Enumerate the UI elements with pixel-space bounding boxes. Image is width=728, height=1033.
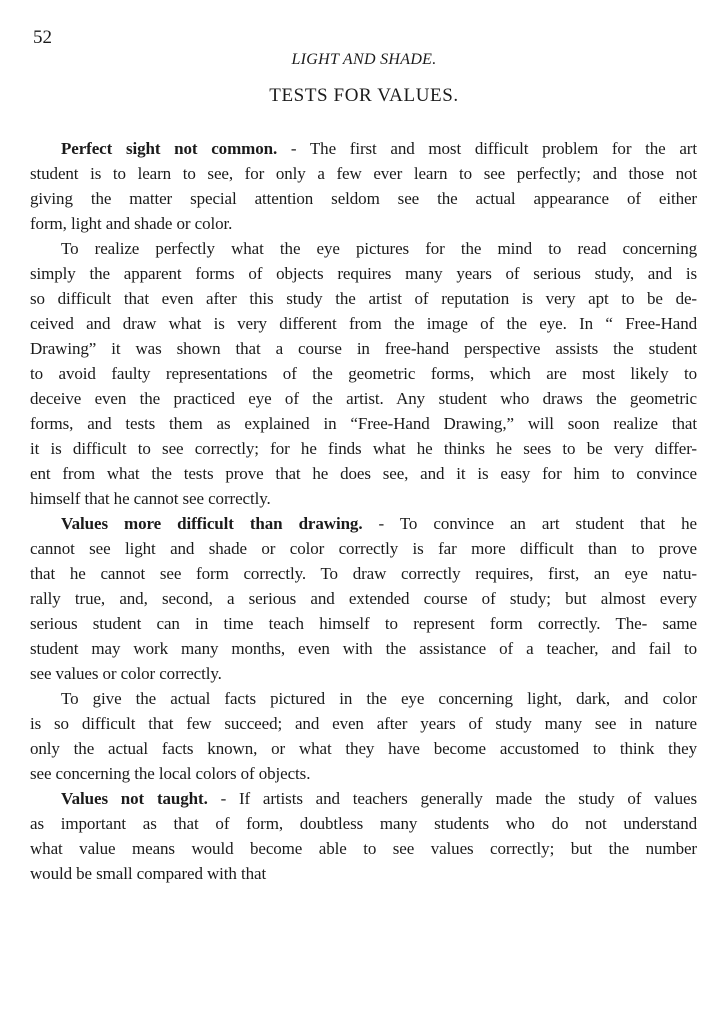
text-line: simply the apparent forms of objects requires many years of serious study, and is [30, 264, 697, 283]
paragraph-lead: Values more difficult than drawing. [61, 514, 363, 533]
paragraph [30, 136, 697, 236]
paragraph [30, 511, 697, 686]
text-line: forms, and tests them as explained in “Free-Hand Drawing,” will soon realize that [30, 414, 697, 433]
text-line: as important as that of form, doubtless many students who do not understand [30, 814, 697, 833]
body-text [30, 136, 697, 886]
text-line: ceived and draw what is very different from the image of the eye. In “ Free-Hand [30, 314, 697, 333]
paragraph-lead: Values not taught. [61, 789, 208, 808]
text-line: see values or color correctly. [30, 664, 222, 683]
text-line: would be small compared with that [30, 864, 267, 883]
text-line: what value means would become able to see values correctly; but the number [30, 839, 697, 858]
text-line: only the actual facts known, or what they have become accustomed to think they [30, 739, 697, 758]
text-line: rally true, and, second, a serious and extended course of study; but almost every [30, 589, 697, 608]
text-line: Perfect sight not common. - The first and most difficult problem for the art [61, 139, 697, 158]
text-line: Drawing” it was shown that a course in free-hand perspective assists the student [30, 339, 697, 358]
paragraph-lead: Perfect sight not common. [61, 139, 278, 158]
text-line: that he cannot see form correctly. To draw correctly requires, first, an eye natu- [30, 564, 697, 583]
text-line: so difficult that even after this study the artist of reputation is very apt to be de- [30, 289, 697, 308]
text-line: To realize perfectly what the eye pictures for the mind to read concerning [61, 239, 697, 258]
text-line: it is difficult to see correctly; for he finds what he thinks he sees to be very differ- [30, 439, 697, 458]
running-head: LIGHT AND SHADE. [291, 51, 437, 68]
paragraph [30, 236, 697, 511]
text-line: to avoid faulty representations of the geometric forms, which are most likely to [30, 364, 697, 383]
text-line: himself that he cannot see correctly. [30, 489, 271, 508]
text-line: is so difficult that few succeed; and even after years of study many see in nature [30, 714, 697, 733]
text-line: deceive even the practiced eye of the artist. Any student who draws the geometric [30, 389, 697, 408]
text-line: ent from what the tests prove that he does see, and it is easy for him to convince [30, 464, 697, 483]
text-line: giving the matter special attention seldom see the actual appearance of either [30, 189, 697, 208]
text-line: student is to learn to see, for only a few ever learn to see perfectly; and those not [30, 164, 697, 183]
section-title: TESTS FOR VALUES. [269, 85, 459, 106]
paragraph [30, 786, 697, 886]
text-line: To give the actual facts pictured in the eye concerning light, dark, and color [61, 689, 697, 708]
text-line: Values not taught. - If artists and teachers generally made the study of values [61, 789, 697, 808]
text-line: see concerning the local colors of objects. [30, 764, 311, 783]
text-line: cannot see light and shade or color correctly is far more difficult than to prove [30, 539, 697, 558]
text-line: form, light and shade or color. [30, 214, 233, 233]
page-number: 52 [33, 27, 52, 48]
text-line: serious student can in time teach himself to represent form correctly. The- same [30, 614, 697, 633]
text-line: Values more difficult than drawing. - To convince an art student that he [61, 514, 697, 533]
paragraph [30, 686, 697, 786]
text-line: student may work many months, even with the assistance of a teacher, and fail to [30, 639, 697, 658]
